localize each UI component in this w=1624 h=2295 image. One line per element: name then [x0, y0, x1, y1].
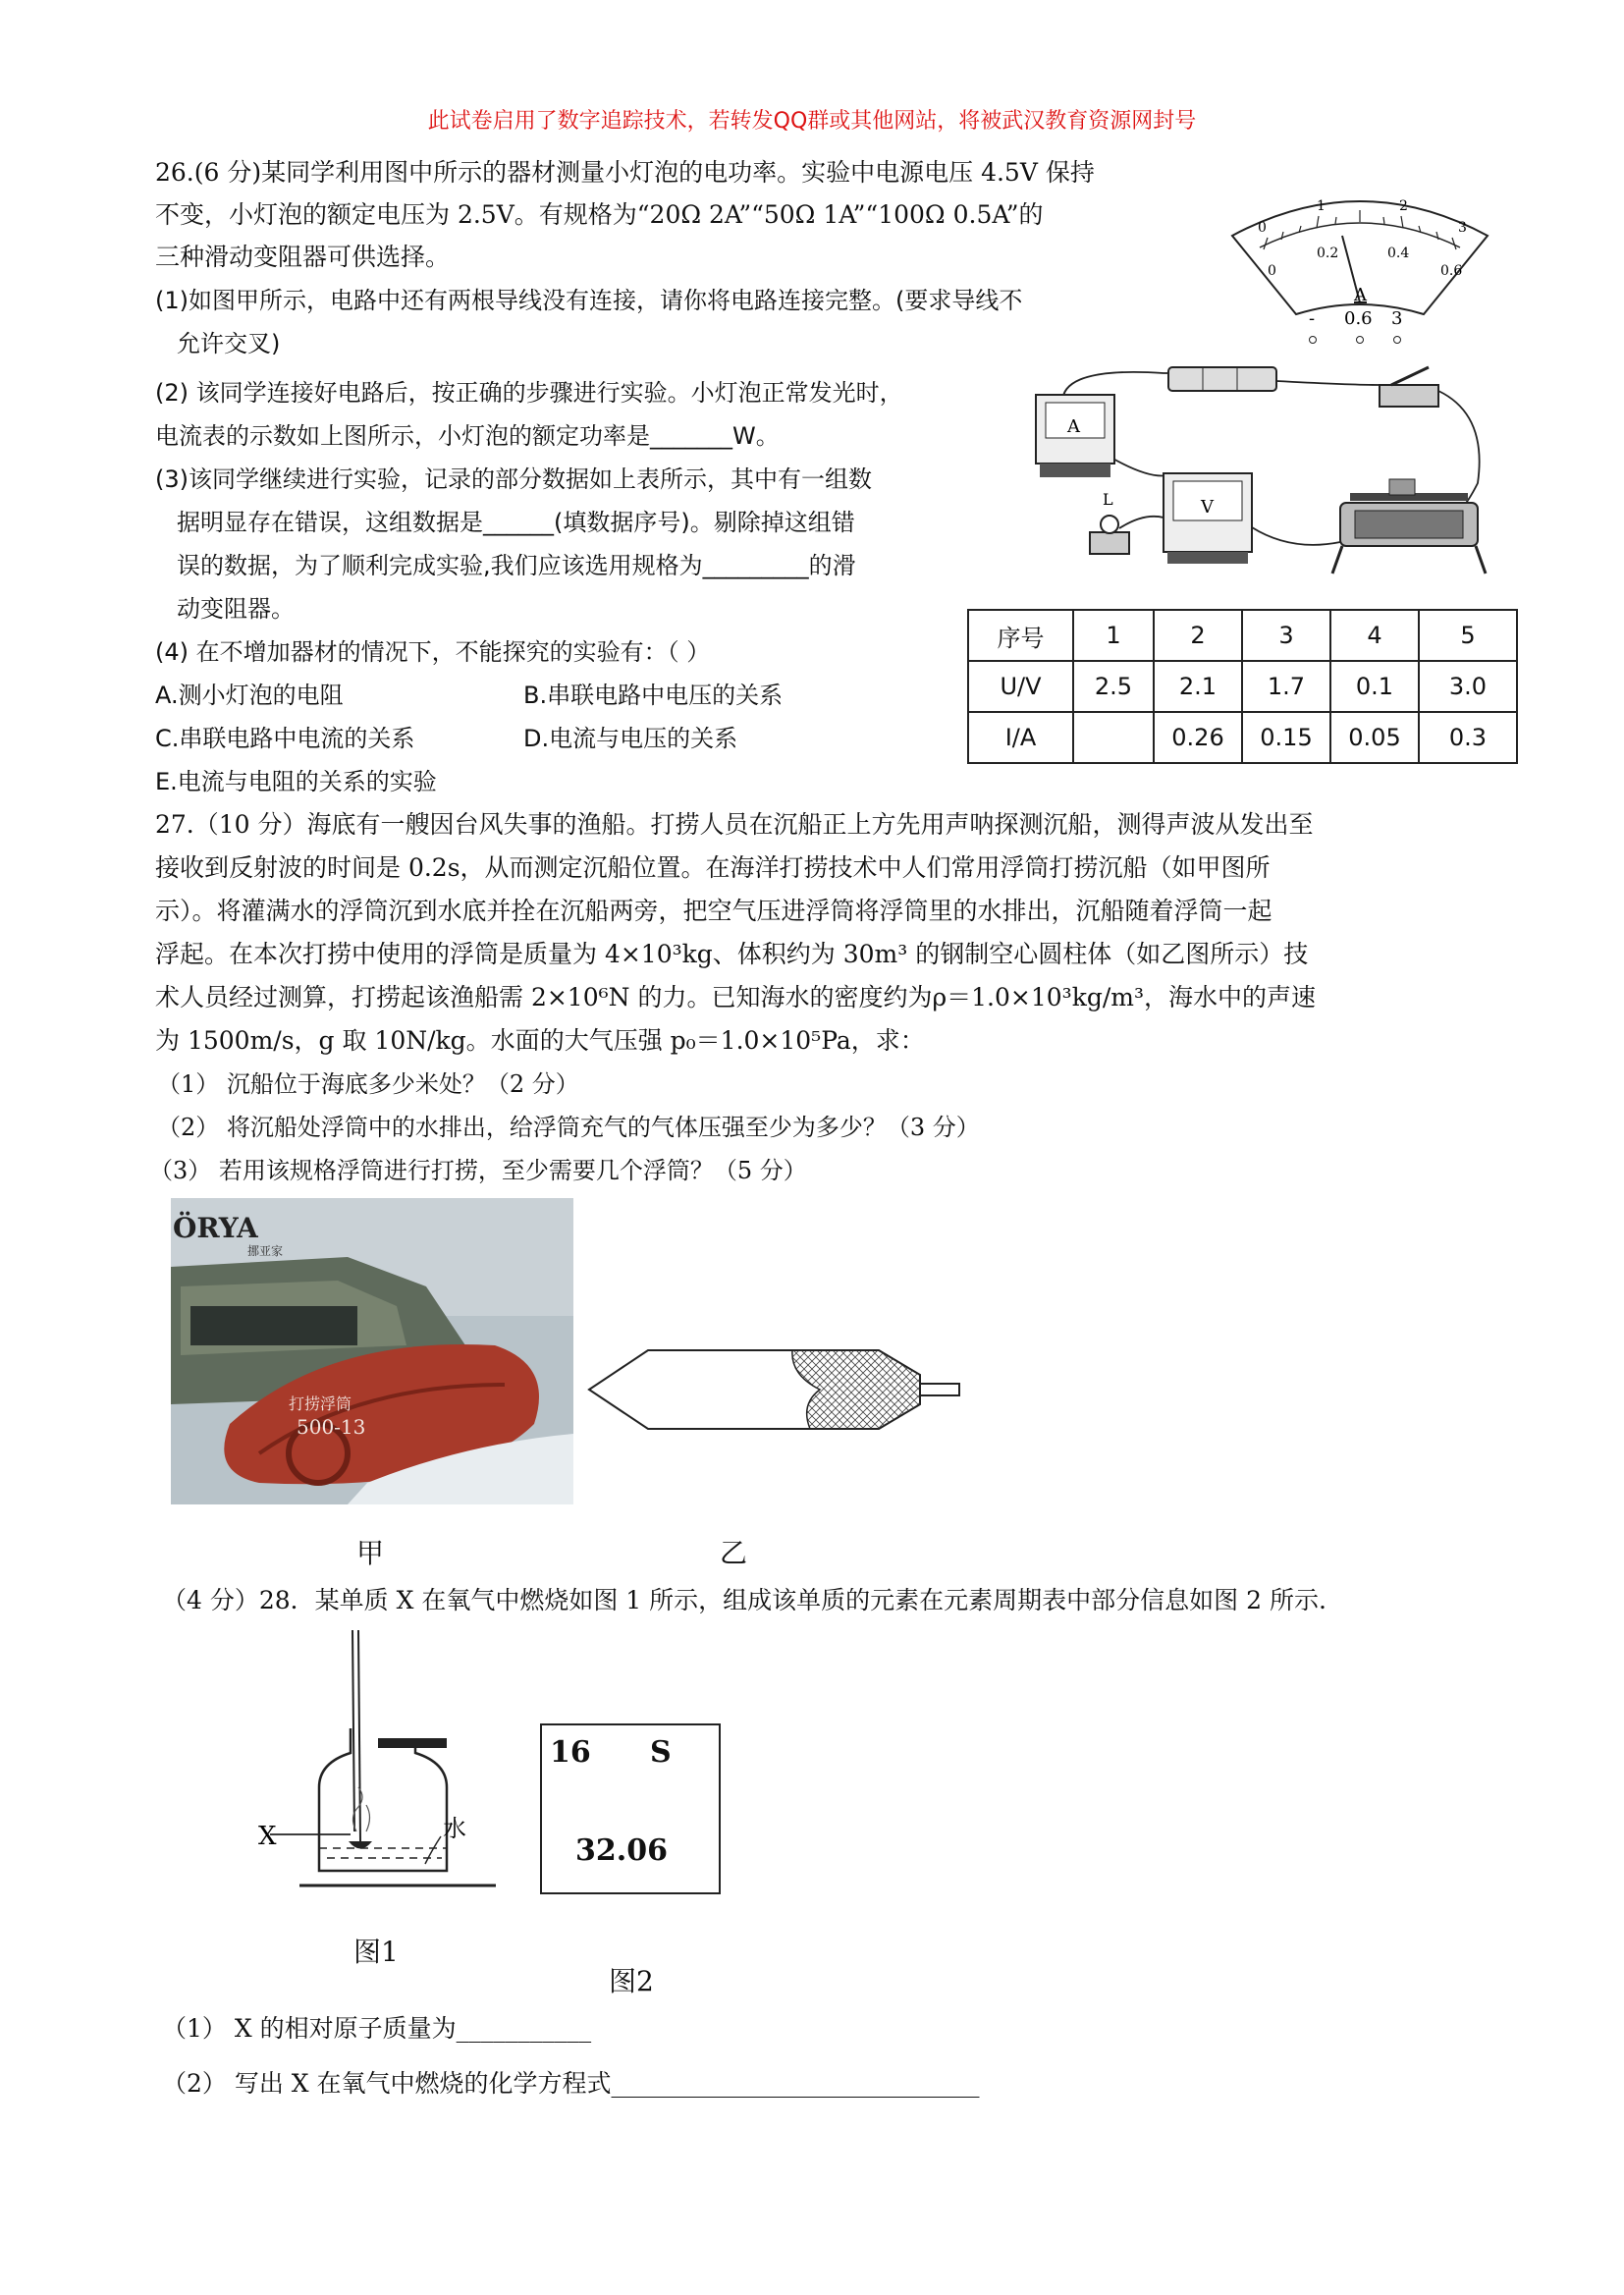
- table-header-row: [968, 610, 1517, 661]
- table-cell: 3.0: [1419, 661, 1517, 712]
- caption-yi: 乙: [720, 1537, 748, 1569]
- ammeter-bottom-tick-1: 0.2: [1317, 246, 1339, 261]
- ammeter-top-tick-1: 1: [1317, 198, 1326, 214]
- q26-option-e: E.电流与电阻的关系的实验: [155, 768, 437, 795]
- table-cell: I/A: [968, 712, 1073, 763]
- table-cell: 2.5: [1073, 661, 1154, 712]
- ammeter-bottom-tick-0: 0: [1268, 263, 1276, 279]
- ammeter-terminal-06: 0.6: [1344, 308, 1373, 329]
- q26-part-3a: (3)该同学继续进行实验，记录的部分数据如上表所示，其中有一组数: [155, 465, 872, 493]
- q26-part-3d: 动变阻器。: [177, 595, 295, 623]
- q26-part-1b: 允许交叉): [177, 330, 281, 357]
- table-cell: 2.1: [1154, 661, 1242, 712]
- table-header-cell: 序号: [968, 610, 1073, 661]
- q28-sub-1: （1） X 的相对原子质量为___________: [162, 2014, 592, 2043]
- q27-line-1: 27.（10 分）海底有一艘因台风失事的渔船。打捞人员在沉船正上方先用声呐探测沉船，测得声波从发出至: [155, 810, 1314, 839]
- figure-2-caption: 图2: [609, 1965, 654, 1997]
- ammeter-top-tick-2: 2: [1399, 198, 1408, 214]
- table-cell: 0.1: [1330, 661, 1419, 712]
- combustion-figure-1: [250, 1630, 496, 1925]
- q27-sub-3: （3） 若用该规格浮筒进行打捞，至少需要几个浮筒？（5 分）: [149, 1157, 807, 1184]
- table-row-current: [968, 712, 1517, 763]
- q26-part-2b: 电流表的示数如上图所示，小灯泡的额定功率是_______W。: [155, 422, 780, 450]
- circuit-diagram: [1026, 355, 1488, 581]
- q27-line-4: 浮起。在本次打捞中使用的浮筒是质量为 4×10³kg、体积约为 30m³ 的钢制空心圆柱体（如乙图所示）技: [155, 940, 1309, 968]
- table-cell: 0.26: [1154, 712, 1242, 763]
- ammeter-unit: A: [1354, 285, 1367, 305]
- photo-logo-sub: 挪亚家: [247, 1244, 284, 1258]
- circuit-voltmeter-label: V: [1201, 497, 1214, 518]
- periodic-element-card: [540, 1723, 721, 1894]
- q26-part-2a: (2) 该同学连接好电路后，按正确的步骤进行实验。小灯泡正常发光时，: [155, 379, 903, 407]
- table-cell: 0.3: [1419, 712, 1517, 763]
- circuit-lamp-label: L: [1103, 490, 1113, 509]
- q26-part-3c: 误的数据，为了顺利完成实验,我们应该选用规格为_________的滑: [177, 552, 856, 579]
- q26-option-d: D.电流与电压的关系: [523, 725, 738, 752]
- table-header-cell: 4: [1330, 610, 1419, 661]
- q27-sub-1: （1） 沉船位于海底多少米处？（2 分）: [157, 1070, 579, 1098]
- q26-data-table: [967, 609, 1518, 764]
- figure-1-caption: 图1: [353, 1936, 399, 1968]
- q28-intro: （4 分）28．某单质 X 在氧气中燃烧如图 1 所示，组成该单质的元素在元素周期表中部分信息如图 2 所示.: [162, 1586, 1326, 1614]
- q26-line-1: 26.(6 分)某同学利用图中所示的器材测量小灯泡的电功率。实验中电源电压 4.5V 保持: [155, 158, 1095, 187]
- atomic-mass: 32.06: [575, 1833, 668, 1868]
- ammeter-top-tick-0: 0: [1258, 220, 1267, 236]
- circuit-ammeter-label: A: [1067, 416, 1080, 437]
- pontoon-diagram: [584, 1345, 977, 1434]
- table-cell: 1.7: [1242, 661, 1330, 712]
- q26-option-a: A.测小灯泡的电阻: [155, 682, 344, 709]
- ammeter-top-tick-3: 3: [1458, 220, 1467, 236]
- ammeter-bottom-tick-3: 0.6: [1440, 263, 1463, 279]
- ammeter-terminal-minus: -: [1309, 308, 1316, 329]
- q26-part-1a: (1)如图甲所示，电路中还有两根导线没有连接，请你将电路连接完整。(要求导线不: [155, 287, 1023, 314]
- photo-hull-text-a: 打捞浮筒: [289, 1394, 352, 1413]
- ammeter-bottom-tick-2: 0.4: [1387, 246, 1410, 261]
- table-header-cell: 3: [1242, 610, 1330, 661]
- table-cell: [1073, 712, 1154, 763]
- photo-logo: ÖRYA: [173, 1212, 258, 1244]
- q27-sub-2: （2） 将沉船处浮筒中的水排出，给浮筒充气的气体压强至少为多少？（3 分）: [157, 1114, 980, 1141]
- q26-line-3: 三种滑动变阻器可供选择。: [155, 243, 451, 271]
- ammeter-dial-figure: [1222, 187, 1497, 354]
- table-cell: 0.15: [1242, 712, 1330, 763]
- table-header-cell: 2: [1154, 610, 1242, 661]
- q28-sub-2: （2） 写出 X 在氧气中燃烧的化学方程式______________________________: [162, 2069, 980, 2098]
- table-header-cell: 1: [1073, 610, 1154, 661]
- element-symbol: S: [650, 1735, 672, 1770]
- label-x: X: [258, 1822, 277, 1851]
- table-cell: U/V: [968, 661, 1073, 712]
- ammeter-terminal-3: 3: [1391, 308, 1403, 329]
- q26-line-2: 不变，小灯泡的额定电压为 2.5V。有规格为“20Ω 2A”“50Ω 1A”“100Ω 0.5A”的: [155, 200, 1044, 229]
- table-row-voltage: [968, 661, 1517, 712]
- q27-line-3: 示）。将灌满水的浮筒沉到水底并拴在沉船两旁，把空气压进浮筒将浮筒里的水排出，沉船随着浮筒一起: [155, 897, 1272, 925]
- photo-hull-text-b: 500-13: [297, 1415, 366, 1439]
- q26-part-3b: 据明显存在错误，这组数据是______(填数据序号)。剔除掉这组错: [177, 509, 855, 536]
- q27-line-5: 术人员经过测算，打捞起该渔船需 2×10⁶N 的力。已知海水的密度约为ρ＝1.0×10³kg/m³，海水中的声速: [155, 983, 1316, 1011]
- tracking-notice: 此试卷启用了数字追踪技术，若转发QQ群或其他网站，将被武汉教育资源网封号: [427, 109, 1197, 134]
- atomic-number: 16: [550, 1735, 591, 1770]
- q26-option-b: B.串联电路中电压的关系: [523, 682, 784, 709]
- label-water: 水: [443, 1815, 466, 1842]
- caption-jia: 甲: [356, 1537, 385, 1569]
- q27-line-2: 接收到反射波的时间是 0.2s，从而测定沉船位置。在海洋打捞技术中人们常用浮筒打捞沉船（如甲图所: [155, 853, 1271, 882]
- table-header-cell: 5: [1419, 610, 1517, 661]
- table-cell: 0.05: [1330, 712, 1419, 763]
- q27-line-6: 为 1500m/s，g 取 10N/kg。水面的大气压强 p₀＝1.0×10⁵Pa，求：: [155, 1026, 925, 1055]
- q26-option-c: C.串联电路中电流的关系: [155, 725, 415, 752]
- q26-part-4: (4) 在不增加器材的情况下，不能探究的实验有：（ ）: [155, 638, 711, 666]
- salvage-photo: [171, 1198, 573, 1504]
